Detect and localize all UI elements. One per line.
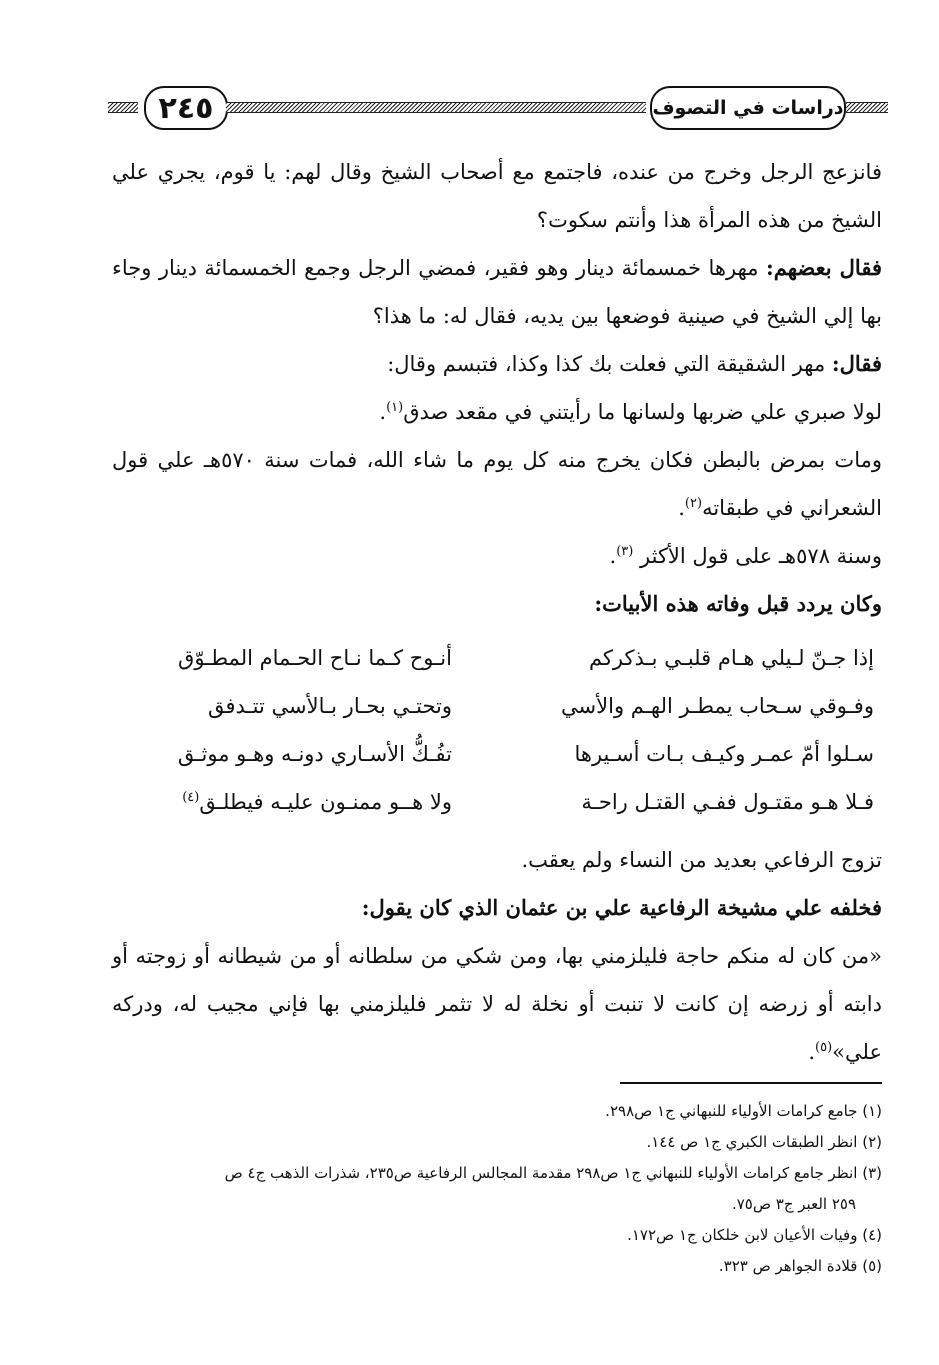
verse-second-hemistich: تفُـكُّ الأسـاري دونـه وهـو موثـق xyxy=(177,742,452,766)
verse-second-hemistich xyxy=(112,778,452,826)
footnote: (٢) انظر الطبقات الكبري ج١ ص ١٤٤. xyxy=(646,1133,882,1151)
paragraph-text: وسنة ٥٧٨هـ على قول الأكثر xyxy=(640,544,882,568)
verse-second-hemistich: وتحتـي بحـار بـالأسي تتـدفق xyxy=(207,694,452,718)
page-number: ٢٤٥ xyxy=(144,86,228,130)
paragraph: ومات بمرض بالبطن فكان يخرج منه كل يوم ما شاء الله، فمات سنة ٥٧٠هـ علي قول الشعراني في طبقاته$^{(٢)}$. xyxy=(112,448,882,520)
paragraph xyxy=(112,580,882,628)
paragraph-text: تزوج الرفاعي بعديد من النساء ولم يعقب. xyxy=(521,848,882,872)
paragraph-text: مهر الشقيقة التي فعلت بك كذا وكذا، فتبسم وقال: xyxy=(387,352,832,376)
hemistich-text: ولا هــو ممنـون عليـه فيطلـق xyxy=(199,790,452,814)
poem-verse xyxy=(112,778,882,826)
paragraph: لولا صبري علي ضربها ولسانها ما رأيتني في مقعد صدق$^{(١)}$. xyxy=(379,400,882,424)
paragraph xyxy=(112,836,882,884)
poem xyxy=(112,634,882,826)
footnote: (٣) انظر جامع كرامات الأولياء للنبهاني ج١ ص٢٩٨ مقدمة المجالس الرفاعية ص٢٣٥، شذرات الذهب ج٤ ص xyxy=(224,1164,882,1182)
paragraph xyxy=(112,148,882,244)
paragraph-text: «من كان له منكم حاجة فليلزمني بها، ومن شكي من سلطانه أو من شيطانه أو زوجته أو دابته أو زرضه إن كانت لا تنبت أو نخلة له لا تثمر فليلزمني بها فإني مجيب له، ودركه علي» xyxy=(112,944,882,1064)
verse-second-hemistich: أنـوح كـما نـاح الحـمام المطـوّق xyxy=(178,646,452,670)
paragraph-text: مهرها خمسمائة دينار وهو فقير، فمضي الرجل وجمع الخمسمائة دينار وجاء بها إلي الشيخ في صينية فوضعها بين يديه، فقال له: ما هذا؟ xyxy=(112,256,882,328)
speaker-label: فقال بعضهم: xyxy=(765,255,882,280)
footnote: (٤) وفيات الأعيان لابن خلكان ج١ ص١٧٢. xyxy=(627,1226,882,1244)
footnote: (١) جامع كرامات الأولياء للنبهاني ج١ ص٢٩٨. xyxy=(605,1102,882,1120)
footnote: (٥) قلادة الجواهر ص ٣٢٣. xyxy=(718,1257,882,1275)
verse-first-hemistich: فـلا هـو مقتـول ففـي القتـل راحـة xyxy=(581,790,874,814)
poem-verse xyxy=(112,730,882,778)
verse-first-hemistich: سـلوا أمّ عمـر وكيـف بـات أسـيرها xyxy=(574,742,874,766)
paragraph-text: ومات بمرض بالبطن فكان يخرج منه كل يوم ما شاء الله، فمات سنة ٥٧٠هـ علي قول الشعراني في طبقاته xyxy=(112,448,882,520)
footnote-ref[interactable]: (٣) xyxy=(616,544,634,559)
footnote-ref[interactable]: (٢) xyxy=(684,496,703,511)
header-ornament-right xyxy=(846,102,888,113)
poem-verse xyxy=(112,634,882,682)
paragraph: وسنة ٥٧٨هـ على قول الأكثر $^{(٣)}$. xyxy=(609,544,882,568)
footnote-separator xyxy=(620,1082,882,1084)
main-text xyxy=(112,148,882,1076)
paragraph-text: لولا صبري علي ضربها ولسانها ما رأيتني في مقعد صدق xyxy=(403,400,882,424)
page-header xyxy=(108,78,888,134)
footnotes xyxy=(112,1096,882,1282)
footnote-ref[interactable]: (٤) xyxy=(182,790,200,805)
verse-first-hemistich: إذا جـنّ لـيلي هـام قلبـي بـذكركم xyxy=(588,646,874,670)
paragraph xyxy=(112,884,882,932)
paragraph-text: وكان يردد قبل وفاته هذه الأبيات: xyxy=(594,591,882,616)
footnote-ref[interactable]: (١) xyxy=(386,400,404,415)
speaker-label: فقال: xyxy=(831,351,882,376)
running-title: دراسات في التصوف xyxy=(650,86,846,130)
verse-first-hemistich: وفـوقي سـحاب يمطـر الهـم والأسي xyxy=(561,694,874,718)
paragraph xyxy=(112,244,882,340)
header-ornament-left xyxy=(108,102,138,113)
paragraph: «من كان له منكم حاجة فليلزمني بها، ومن شكي من سلطانه أو من شيطانه أو زوجته أو دابته أو زرضه إن كانت لا تنبت أو نخلة له لا تثمر فليلزمني بها فإني مجيب له، ودركه علي»$^{(٥)}$. xyxy=(112,944,882,1064)
header-ornament-middle xyxy=(226,102,646,113)
footnote-continuation: ٢٥٩ العبر ج٣ ص٧٥. xyxy=(731,1195,856,1213)
paragraph-text: فخلفه علي مشيخة الرفاعية علي بن عثمان الذي كان يقول: xyxy=(361,895,882,920)
paragraph-text: فانزعج الرجل وخرج من عنده، فاجتمع مع أصحاب الشيخ وقال لهم: يا قوم، يجري علي الشيخ من هذه المرأة هذا وأنتم سكوت؟ xyxy=(112,160,882,232)
poem-verse xyxy=(112,682,882,730)
footnote-ref[interactable]: (٥) xyxy=(815,1040,833,1055)
paragraph xyxy=(112,340,882,388)
